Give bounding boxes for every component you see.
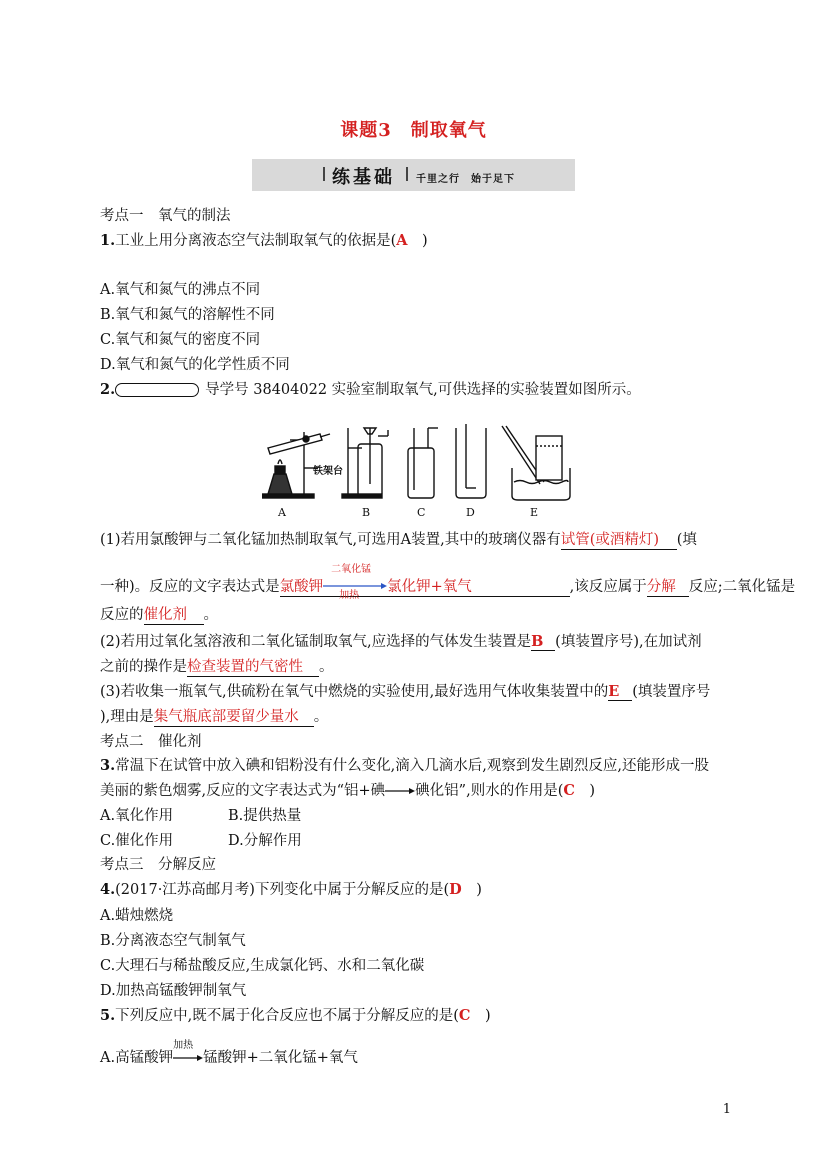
option: B.提供热量 — [228, 808, 302, 824]
text: 。 — [203, 607, 218, 623]
question-5 — [100, 1004, 491, 1025]
figure-label: E — [530, 506, 539, 519]
section-banner — [252, 159, 575, 191]
answer: 分解 — [646, 579, 676, 595]
option: A.氧气和氮气的沸点不同 — [100, 282, 261, 298]
guide-badge — [115, 383, 199, 397]
text: ,该反应属于 — [569, 579, 647, 595]
text: (填 — [676, 532, 697, 548]
question-3-line2 — [100, 779, 595, 800]
answer: 试管(或酒精灯) — [560, 532, 660, 548]
section-heading: 考点二 催化剂 — [100, 734, 202, 750]
q2-part1-line3 — [100, 603, 218, 625]
apparatus-c — [408, 428, 438, 498]
page-title: 课题3 制取氧气 — [340, 120, 487, 141]
apparatus-d — [456, 424, 486, 498]
reaction-arrow — [173, 1040, 203, 1064]
text: (填装置序号 — [632, 684, 711, 700]
arrow-condition-top: 二氧化锰 — [331, 564, 372, 575]
apparatus-a — [262, 432, 343, 498]
text: (1)若用氯酸钾与二氧化锰加热制取氧气,可选用A装置,其中的玻璃仪器有 — [100, 532, 561, 548]
answer-reactant: 氯酸钾 — [279, 579, 324, 595]
option: A.蜡烛燃烧 — [100, 908, 174, 924]
text: 。 — [319, 659, 334, 675]
question-3 — [100, 754, 709, 775]
arrow-condition-bottom: 加热 — [339, 590, 360, 601]
text: 美丽的紫色烟雾,反应的文字表达式为“铝+碘 — [100, 783, 386, 799]
q2-part1-line1 — [100, 528, 697, 550]
q2-part2-line2 — [100, 655, 334, 677]
text: (填装置序号),在加试剂 — [555, 634, 702, 650]
figure-label-stand: 铁架台 — [313, 466, 343, 477]
reaction-arrow — [323, 564, 387, 601]
answer: C — [563, 782, 575, 799]
question-4 — [100, 878, 482, 899]
banner-divider — [406, 167, 408, 181]
paren-close: ) — [407, 233, 428, 249]
text: A.高锰酸钾 — [100, 1050, 174, 1066]
question-number: 1. — [100, 232, 116, 249]
option: C.氧气和氮气的密度不同 — [100, 332, 261, 348]
banner-main-text: 练基础 — [332, 167, 395, 188]
answer: 检查装置的气密性 — [187, 659, 303, 675]
question-stem: 下列反应中,既不属于化合反应也不属于分解反应的是( — [115, 1008, 459, 1024]
question-number: 2. — [100, 381, 116, 398]
reaction-arrow — [385, 786, 415, 796]
paren-close: ) — [574, 783, 596, 799]
text: (3)若收集一瓶氧气,供硫粉在氧气中燃烧的实验使用,最好选用气体收集装置中的 — [100, 684, 609, 700]
q2-part2-line1 — [100, 630, 702, 651]
question-number: 4. — [100, 881, 116, 898]
figure-label: D — [466, 506, 475, 519]
text: 反应的 — [100, 607, 144, 623]
text: 碘化铝”,则水的作用是( — [415, 783, 564, 799]
figure-label: C — [417, 506, 426, 519]
paren-close: ) — [470, 1008, 491, 1024]
option: A.氧化作用 — [100, 808, 174, 824]
question-number: 3. — [100, 757, 116, 774]
text: 。 — [313, 709, 329, 725]
section-heading: 考点三 分解反应 — [100, 857, 216, 873]
answer-product: 氯化钾+氧气 — [387, 579, 472, 595]
option — [100, 1040, 358, 1067]
question-2 — [100, 378, 641, 399]
option: D.氧气和氮气的化学性质不同 — [100, 357, 290, 373]
text: (2)若用过氧化氢溶液和二氧化锰制取氧气,应选择的气体发生装置是 — [100, 634, 532, 650]
banner-divider — [323, 167, 325, 181]
option: C.催化作用 — [100, 833, 174, 849]
answer: 集气瓶底部要留少量水 — [153, 709, 299, 725]
answer: E — [608, 683, 620, 700]
apparatus-e — [502, 426, 570, 500]
q2-part3-line2 — [100, 705, 328, 727]
text: 反应;二氧化锰是 — [688, 579, 796, 595]
page-number: 1 — [722, 1102, 731, 1117]
text: ),理由是 — [100, 709, 154, 725]
section-heading: 考点一 氧气的制法 — [100, 208, 231, 224]
option: D.分解作用 — [228, 833, 302, 849]
answer: B — [531, 633, 544, 650]
option: D.加热高锰酸钾制氧气 — [100, 983, 247, 999]
q2-part3-line1 — [100, 680, 710, 701]
arrow-condition: 加热 — [173, 1040, 194, 1051]
apparatus-figure — [262, 424, 572, 520]
question-1 — [100, 229, 428, 250]
answer: D — [449, 881, 462, 898]
question-stem: 常温下在试管中放入碘和铝粉没有什么变化,滴入几滴水后,观察到发生剧烈反应,还能形成一股 — [115, 758, 709, 774]
apparatus-b — [342, 428, 388, 498]
figure-label: B — [362, 506, 371, 519]
option: B.氧气和氮气的溶解性不同 — [100, 307, 275, 323]
answer: A — [396, 232, 408, 249]
option: B.分离液态空气制氧气 — [100, 933, 246, 949]
answer: C — [458, 1007, 471, 1024]
question-stem: 导学号 38404022 实验室制取氧气,可供选择的实验装置如图所示。 — [205, 382, 641, 398]
question-stem: 工业上用分离液态空气法制取氧气的依据是( — [115, 233, 397, 249]
text: 之前的操作是 — [100, 659, 187, 675]
question-stem: (2017·江苏高邮月考)下列变化中属于分解反应的是( — [115, 882, 450, 898]
banner-sub-text: 千里之行 始于足下 — [416, 174, 515, 185]
question-number: 5. — [100, 1007, 116, 1024]
answer: 催化剂 — [143, 607, 187, 623]
figure-label: A — [278, 506, 286, 519]
paren-close: ) — [461, 882, 482, 898]
text: 锰酸钾+二氧化锰+氧气 — [203, 1050, 358, 1066]
text: 一种)。反应的文字表达式是 — [100, 579, 280, 595]
option: C.大理石与稀盐酸反应,生成氯化钙、水和二氧化碳 — [100, 958, 425, 974]
q2-part1-line2 — [100, 564, 796, 601]
